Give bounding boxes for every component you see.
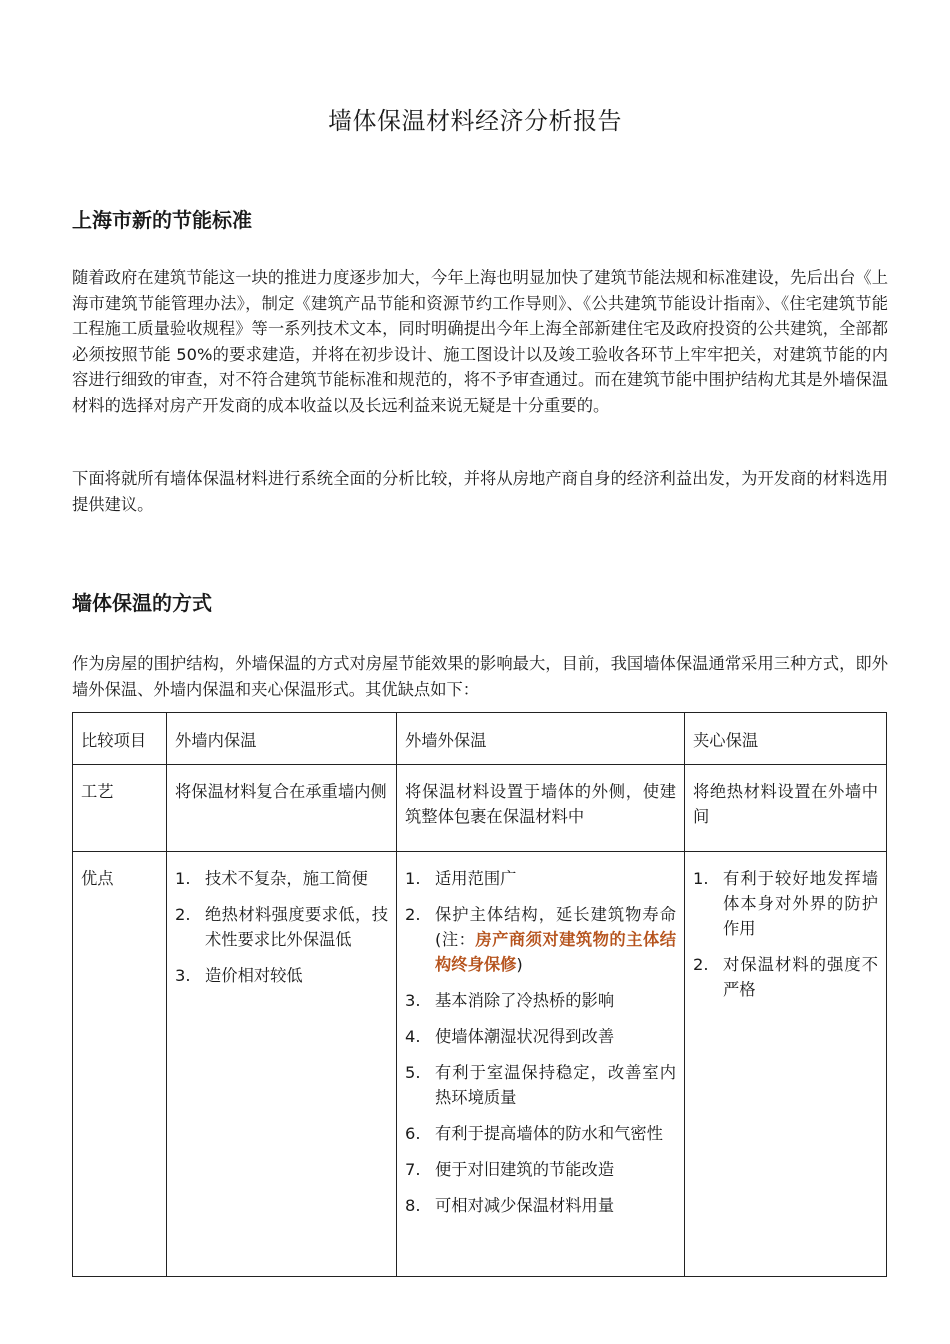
advantages-inner-list — [175, 866, 388, 988]
table-row-craft — [73, 765, 887, 852]
table-header-row — [73, 713, 887, 765]
list-item: 1. 有利于较好地发挥墙体本身对外界的防护作用 — [693, 869, 878, 938]
advantages-inner-cell — [167, 852, 397, 1277]
list-item: 3. 造价相对较低 — [175, 966, 303, 985]
table-row-advantages — [73, 852, 887, 1277]
list-item: 2. 绝热材料强度要求低，技术性要求比外保温低 — [175, 905, 388, 949]
advantages-sandwich-cell — [685, 852, 887, 1277]
list-item: 5. 有利于室温保持稳定，改善室内热环境质量 — [405, 1063, 676, 1107]
list-item: 2. 对保温材料的强度不严格 — [693, 955, 878, 999]
advantages-sandwich-list — [693, 866, 878, 1002]
advantages-outer-list — [405, 866, 676, 1218]
craft-inner-cell: 将保温材料复合在承重墙内侧 — [167, 765, 397, 852]
list-item: 1. 适用范围广 — [405, 869, 517, 888]
paragraph-analysis-intro: 下面将就所有墙体保温材料进行系统全面的分析比较，并将从房地产商自身的经济利益出发，为开发商的材料选用提供建议。 — [72, 469, 888, 514]
comparison-table — [72, 712, 887, 1277]
paragraph-energy-standard: 随着政府在建筑节能这一块的推进力度逐步加大，今年上海也明显加快了建筑节能法规和标准建设，先后出台《上海市建筑节能管理办法》，制定《建筑产品节能和资源节约工作导则》、《公共建筑节能设计指南》、《住宅建筑节能工程施工质量验收规程》等一系列技术文本，同时明确提出今年上海全部新建住宅及政府投资的公共建筑，全部都必须按照节能 50%的要求建造，并将在初步设计、施工图设计以及竣工验收各环节上牢牢把关，对建筑节能的内容进行细致的审查，对不符合建筑节能标准和规范的，将不予审查通过。而在建筑节能中围护结构尤其是外墙保温材料的选择对房产开发商的成本收益以及长远利益来说无疑是十分重要的。 — [72, 268, 888, 415]
list-item: 3. 基本消除了冷热桥的影响 — [405, 991, 615, 1010]
list-item: 4. 使墙体潮湿状况得到改善 — [405, 1027, 615, 1046]
list-item: 8. 可相对减少保温材料用量 — [405, 1196, 615, 1215]
header-cell-inner-insulation: 外墙内保温 — [167, 713, 397, 765]
list-item: 2. 保护主体结构，延长建筑物寿命(注：房产商须对建筑物的主体结构终身保修) — [405, 905, 676, 974]
paragraph-methods-intro: 作为房屋的围护结构，外墙保温的方式对房屋节能效果的影响最大，目前，我国墙体保温通常采用三种方式，即外墙外保温、外墙内保温和夹心保温形式。其优缺点如下： — [72, 654, 888, 699]
craft-outer-cell: 将保温材料设置于墙体的外侧，使建筑整体包裹在保温材料中 — [397, 765, 685, 852]
section-heading-energy-standard: 上海市新的节能标准 — [72, 208, 252, 232]
header-cell-item: 比较项目 — [73, 713, 167, 765]
document-title: 墙体保温材料经济分析报告 — [328, 107, 622, 135]
row-label-advantages: 优点 — [73, 852, 167, 1277]
craft-sandwich-cell: 将绝热材料设置在外墙中间 — [685, 765, 887, 852]
section-heading-insulation-methods: 墙体保温的方式 — [72, 591, 212, 615]
header-cell-sandwich-insulation: 夹心保温 — [685, 713, 887, 765]
advantages-outer-cell — [397, 852, 685, 1277]
list-item: 7. 便于对旧建筑的节能改造 — [405, 1160, 615, 1179]
row-label-craft: 工艺 — [73, 765, 167, 852]
header-cell-outer-insulation: 外墙外保温 — [397, 713, 685, 765]
list-item: 1. 技术不复杂，施工简便 — [175, 869, 368, 888]
list-item: 6. 有利于提高墙体的防水和气密性 — [405, 1124, 663, 1143]
highlight-note: 房产商须对建筑物的主体结构终身保修 — [435, 930, 676, 974]
